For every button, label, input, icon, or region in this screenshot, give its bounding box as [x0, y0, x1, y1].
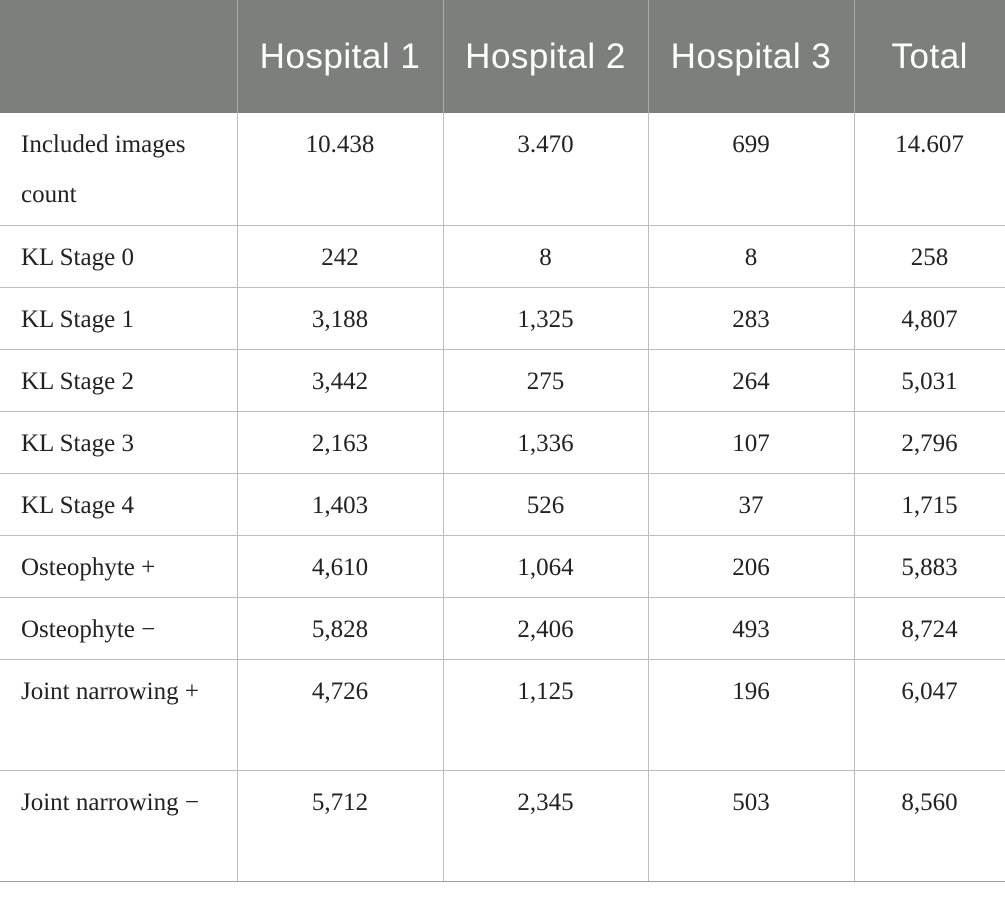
- cell-hospital-2: 1,064: [443, 535, 648, 597]
- table-row: [0, 225, 1005, 287]
- cell-total: 258: [854, 225, 1005, 287]
- table-row: [0, 287, 1005, 349]
- cell-hospital-1: 5,712: [237, 770, 443, 881]
- table-row: [0, 113, 1005, 225]
- cell-hospital-3: 8: [648, 225, 854, 287]
- cell-hospital-1: 10.438: [237, 113, 443, 225]
- row-label: KL Stage 0: [0, 225, 237, 287]
- cell-hospital-3: 493: [648, 597, 854, 659]
- cell-total: 5,883: [854, 535, 1005, 597]
- cell-hospital-3: 107: [648, 411, 854, 473]
- row-label: Joint narrowing −: [0, 770, 237, 881]
- table-row: [0, 349, 1005, 411]
- row-label: KL Stage 3: [0, 411, 237, 473]
- header-row: [0, 0, 1005, 113]
- cell-hospital-3: 206: [648, 535, 854, 597]
- cell-hospital-2: 1,325: [443, 287, 648, 349]
- cell-total: 8,724: [854, 597, 1005, 659]
- header-cell-empty: [0, 0, 237, 113]
- cell-hospital-1: 242: [237, 225, 443, 287]
- row-label: Joint narrowing +: [0, 659, 237, 770]
- cell-total: 1,715: [854, 473, 1005, 535]
- cell-hospital-2: 2,406: [443, 597, 648, 659]
- cell-hospital-1: 4,610: [237, 535, 443, 597]
- table-body: [0, 113, 1005, 881]
- cell-hospital-1: 2,163: [237, 411, 443, 473]
- header-hospital-3: Hospital 3: [648, 0, 854, 113]
- cell-hospital-2: 1,336: [443, 411, 648, 473]
- cell-hospital-1: 3,442: [237, 349, 443, 411]
- table-row: [0, 473, 1005, 535]
- header-total: Total: [854, 0, 1005, 113]
- cell-hospital-3: 196: [648, 659, 854, 770]
- row-label: Included images count: [0, 113, 237, 225]
- table-row: [0, 659, 1005, 770]
- cell-total: 5,031: [854, 349, 1005, 411]
- cell-hospital-1: 3,188: [237, 287, 443, 349]
- table-header: [0, 0, 1005, 113]
- cell-hospital-2: 2,345: [443, 770, 648, 881]
- row-label: KL Stage 2: [0, 349, 237, 411]
- header-hospital-1: Hospital 1: [237, 0, 443, 113]
- table-row: [0, 597, 1005, 659]
- row-label: KL Stage 4: [0, 473, 237, 535]
- cell-hospital-2: 3.470: [443, 113, 648, 225]
- cell-hospital-3: 37: [648, 473, 854, 535]
- table-row: [0, 770, 1005, 881]
- cell-hospital-3: 264: [648, 349, 854, 411]
- table-row: [0, 411, 1005, 473]
- cell-hospital-2: 1,125: [443, 659, 648, 770]
- cell-total: 14.607: [854, 113, 1005, 225]
- row-label: Osteophyte +: [0, 535, 237, 597]
- header-hospital-2: Hospital 2: [443, 0, 648, 113]
- cell-hospital-1: 5,828: [237, 597, 443, 659]
- cell-hospital-2: 275: [443, 349, 648, 411]
- cell-hospital-3: 503: [648, 770, 854, 881]
- cell-total: 4,807: [854, 287, 1005, 349]
- cell-hospital-3: 699: [648, 113, 854, 225]
- cell-hospital-1: 1,403: [237, 473, 443, 535]
- table-row: [0, 535, 1005, 597]
- cell-hospital-1: 4,726: [237, 659, 443, 770]
- row-label: Osteophyte −: [0, 597, 237, 659]
- cell-hospital-2: 526: [443, 473, 648, 535]
- cell-total: 8,560: [854, 770, 1005, 881]
- row-label: KL Stage 1: [0, 287, 237, 349]
- cell-hospital-2: 8: [443, 225, 648, 287]
- cell-hospital-3: 283: [648, 287, 854, 349]
- cell-total: 6,047: [854, 659, 1005, 770]
- cell-total: 2,796: [854, 411, 1005, 473]
